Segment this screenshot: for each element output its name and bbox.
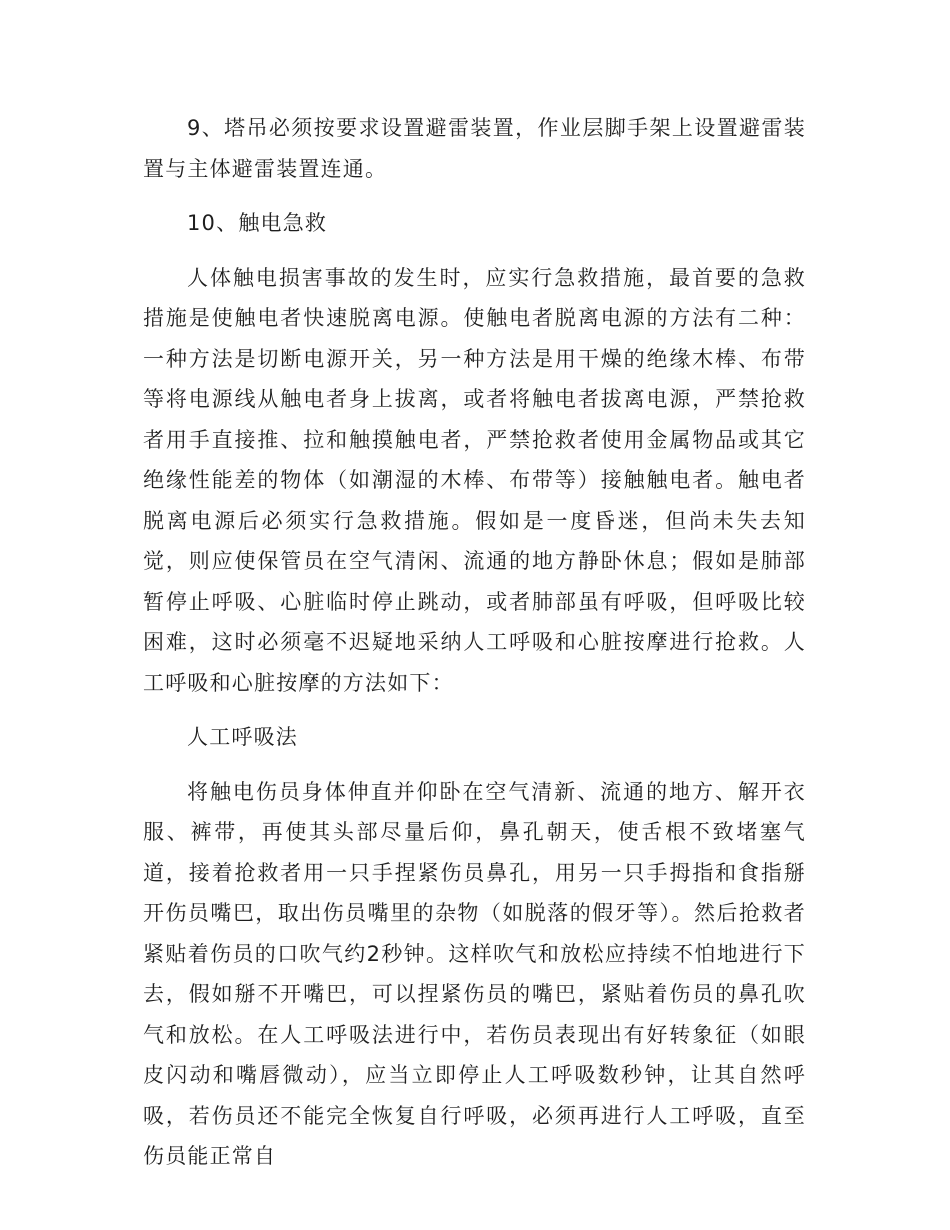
paragraph-lightning-protection: 9、塔吊必须按要求设置避雷装置，作业层脚手架上设置避雷装置与主体避雷装置连通。 (143, 116, 806, 181)
heading-electric-shock-first-aid: 10、触电急救 (187, 211, 328, 235)
paragraph-shock-rescue-measures: 人体触电损害事故的发生时，应实行急救措施，最首要的急救措施是使触电者快速脱离电源。使触电者脱离电源的方法有二种：一种方法是切断电源开关，另一种方法是用干燥的绝缘木棒、布带等将电源线从触电者身上拔离，或者将触电者拔离电源，严禁抢救者用手直接推、拉和触摸触电者，严禁抢救者使用金属物品或其它绝缘性能差的物体（如潮湿的木棒、布带等）接触触电者。触电者脱离电源后必须实行急救措施。假如是一度昏迷，但尚未失去知觉，则应使保管员在空气清闲、流通的地方静卧休息；假如是肺部暂停止呼吸、心脏临时停止跳动，或者肺部虽有呼吸，但呼吸比较困难，这时必须毫不迟疑地采纳人工呼吸和心脏按摩进行抢救。人工呼吸和心脏按摩的方法如下： (143, 265, 806, 695)
document-body (143, 108, 806, 1177)
heading-artificial-respiration: 人工呼吸法 (187, 725, 298, 749)
paragraph-artificial-respiration-method: 将触电伤员身体伸直并仰卧在空气清新、流通的地方、解开衣服、裤带，再使其头部尽量后仰，鼻孔朝天，使舌根不致堵塞气道，接着抢救者用一只手捏紧伤员鼻孔，用另一只手拇指和食指掰开伤员嘴巴，取出伤员嘴里的杂物（如脱落的假牙等）。然后抢救者紧贴着伤员的口吹气约2秒钟。这样吹气和放松应持续不怕地进行下去，假如掰不开嘴巴，可以捏紧伤员的嘴巴，紧贴着伤员的鼻孔吹气和放松。在人工呼吸法进行中，若伤员表现出有好转象征（如眼皮闪动和嘴唇微动），应当立即停止人工呼吸数秒钟，让其自然呼吸，若伤员还不能完全恢复自行呼吸，必须再进行人工呼吸，直至伤员能正常自 (143, 779, 806, 1168)
